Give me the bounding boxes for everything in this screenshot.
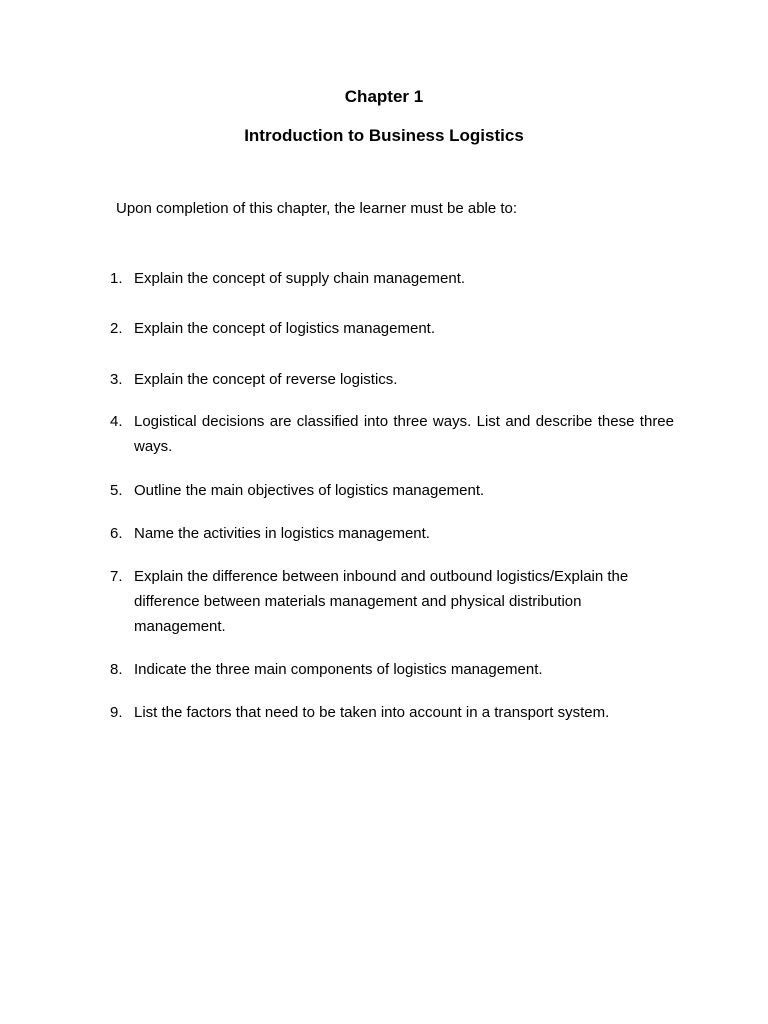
objective-text: Outline the main objectives of logistics management.: [134, 482, 485, 499]
objective-item-5: [110, 478, 674, 503]
objective-item-2: [110, 316, 674, 341]
objective-item-7: [110, 564, 650, 639]
objective-number: 6.: [110, 525, 123, 542]
objective-text: Name the activities in logistics management.: [134, 525, 430, 542]
objective-text: Indicate the three main components of logistics management.: [134, 661, 543, 678]
objective-item-8: [110, 657, 674, 682]
objective-text: Explain the concept of supply chain management.: [134, 270, 466, 287]
chapter-subtitle: Introduction to Business Logistics: [244, 126, 524, 145]
objective-text: Explain the concept of logistics management.: [134, 320, 436, 337]
objective-text: Explain the concept of reverse logistics.: [134, 371, 398, 388]
objective-item-3: [110, 367, 674, 392]
objective-number: 9.: [110, 704, 123, 721]
objective-number: 8.: [110, 661, 123, 678]
objective-item-6: [110, 521, 674, 546]
objective-item-9: [110, 700, 674, 725]
chapter-title: Chapter 1: [344, 87, 424, 106]
objective-text: List the factors that need to be taken into account in a transport system.: [134, 704, 610, 721]
objective-number: 3.: [110, 371, 123, 388]
objective-number: 1.: [110, 270, 123, 287]
objective-number: 2.: [110, 320, 123, 337]
objective-item-1: [110, 266, 674, 291]
objective-text: Explain the difference between inbound and outbound logistics/Explain the difference between materials management and physical distribution management.: [134, 568, 629, 635]
objective-number: 7.: [110, 568, 123, 585]
objective-item-4: [110, 409, 674, 459]
objective-text: Logistical decisions are classified into three ways. List and describe these three ways.: [134, 413, 674, 455]
objective-number: 4.: [110, 413, 123, 430]
intro-text: Upon completion of this chapter, the learner must be able to:: [116, 200, 518, 217]
objective-number: 5.: [110, 482, 123, 499]
